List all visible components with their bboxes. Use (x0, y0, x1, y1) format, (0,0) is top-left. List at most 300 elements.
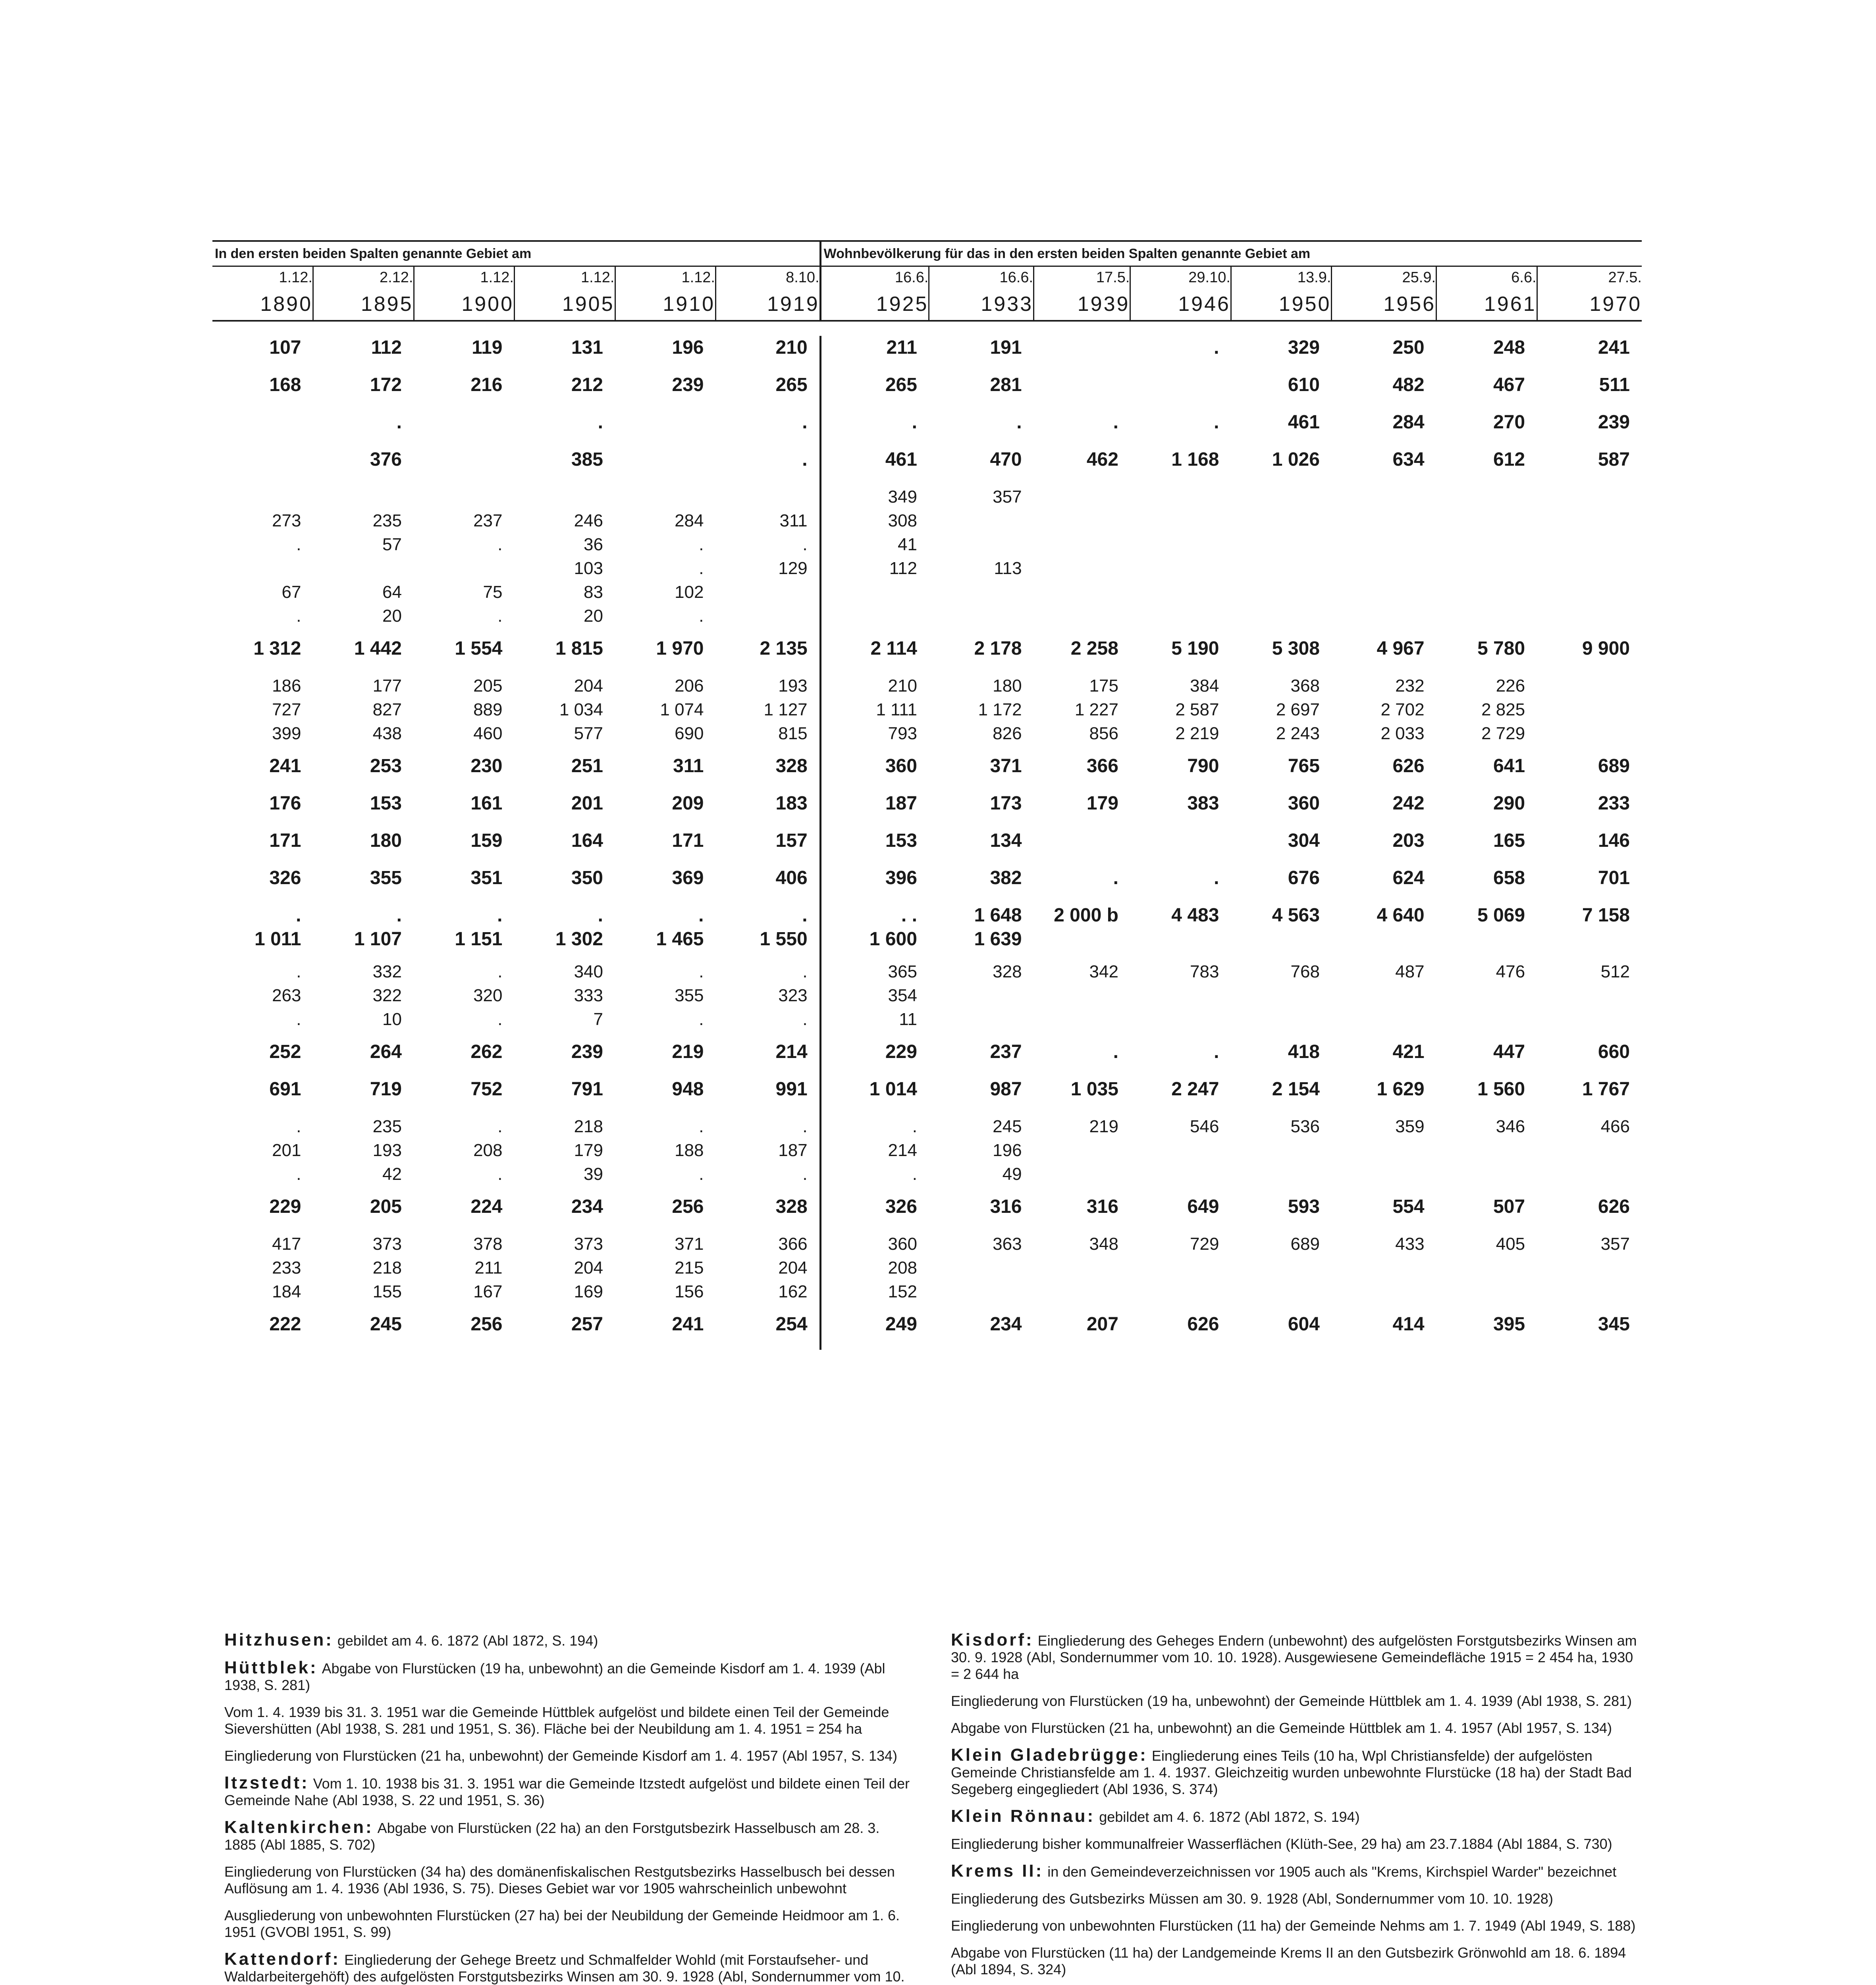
table-cell (1130, 448, 1231, 485)
table-cell (716, 1195, 821, 1232)
table-cell (515, 754, 615, 792)
table-row (212, 336, 1642, 373)
cell-value: 262 (470, 1041, 503, 1062)
header-year: 1900 (414, 288, 515, 321)
cell-value: 173 (990, 793, 1022, 814)
cell-value: . (1214, 412, 1219, 433)
table-cell (1537, 866, 1642, 904)
cell-value: . (1113, 1041, 1118, 1062)
cell-value: 254 (775, 1314, 808, 1335)
population-table-area (212, 240, 1642, 1350)
table-cell (615, 960, 716, 1040)
table-cell (1436, 674, 1537, 754)
cell-value: 245 (993, 1117, 1022, 1136)
cell-value (1231, 485, 1320, 509)
table-cell (515, 866, 615, 904)
population-table (212, 240, 1642, 1350)
cell-value: 462 (1086, 449, 1118, 470)
cell-value: 1 312 (253, 638, 301, 659)
cell-value: 235 (372, 511, 402, 530)
cell-value: 186 (272, 676, 301, 696)
cell-value (615, 410, 704, 434)
cell-value: 224 (470, 1196, 503, 1217)
table-cell (929, 1077, 1034, 1115)
header-year: 1950 (1231, 288, 1332, 321)
cell-value: 11 (899, 1010, 917, 1029)
cell-value: 75 (483, 582, 503, 602)
cell-value: 612 (1493, 449, 1525, 470)
cell-value: 232 (1395, 676, 1425, 696)
table-cell (615, 448, 716, 485)
cell-value: 384 (1190, 676, 1219, 696)
table-row (212, 637, 1642, 674)
cell-value: 311 (673, 755, 704, 777)
table-cell (212, 1040, 313, 1077)
cell-value: 856 (1089, 724, 1118, 743)
cell-value: 323 (778, 986, 808, 1005)
cell-value: 329 (1288, 337, 1320, 358)
cell-value: 176 (269, 793, 301, 814)
table-cell (414, 754, 515, 792)
table-cell (414, 829, 515, 866)
table-cell (414, 336, 515, 373)
cell-value: 470 (990, 449, 1022, 470)
cell-value: 129 (778, 559, 808, 578)
cell-value: 83 (584, 582, 603, 602)
table-cell (716, 448, 821, 485)
table-cell (929, 637, 1034, 674)
cell-value: 1 767 (1582, 1079, 1630, 1100)
cell-value: 218 (372, 1258, 402, 1278)
cell-value: 270 (1493, 412, 1525, 433)
cell-value: . (912, 1117, 917, 1136)
table-cell (414, 1040, 515, 1077)
cell-value: . (396, 905, 402, 926)
cell-value: 196 (993, 1141, 1022, 1160)
cell-value: 153 (370, 793, 402, 814)
cell-value: 210 (775, 337, 808, 358)
table-row (212, 1077, 1642, 1115)
footnote (951, 1720, 1642, 1736)
footnote-text: Eingliederung von unbewohnten Flurstücken (11 ha) der Gemeinde Nehms am 1. 7. 1949 (Abl 1949, S. 188) (951, 1918, 1636, 1934)
cell-value: 701 (1598, 867, 1630, 888)
cell-value: 172 (370, 374, 402, 395)
table-cell (1034, 1312, 1130, 1350)
table-row (212, 1195, 1642, 1232)
table-cell (615, 485, 716, 637)
cell-value: 1 550 (760, 929, 808, 950)
cell-value: 241 (1598, 337, 1630, 358)
table-cell (1332, 904, 1436, 960)
footnote (951, 1918, 1642, 1934)
table-cell (1231, 410, 1332, 448)
table-cell (929, 904, 1034, 960)
table-row (212, 829, 1642, 866)
table-cell (1231, 792, 1332, 829)
table-cell (515, 674, 615, 754)
table-cell (615, 1077, 716, 1115)
cell-value: 239 (672, 374, 704, 395)
cell-value (414, 485, 503, 509)
cell-value: 237 (473, 511, 503, 530)
cell-value (1034, 373, 1118, 397)
cell-value: 383 (1187, 793, 1219, 814)
table-cell (1537, 336, 1642, 373)
cell-value: 690 (675, 724, 704, 743)
cell-value: 768 (1290, 962, 1320, 981)
cell-value: 219 (672, 1041, 704, 1062)
cell-value: 328 (775, 755, 808, 777)
table-cell (1034, 960, 1130, 1040)
cell-value: 308 (888, 511, 917, 530)
cell-value (929, 604, 1022, 628)
cell-value: 218 (574, 1117, 603, 1136)
cell-value: 20 (382, 606, 402, 626)
cell-value: 333 (574, 986, 603, 1005)
cell-value: 112 (371, 337, 402, 358)
cell-value (1130, 373, 1219, 397)
table-cell (313, 960, 414, 1040)
cell-value: 783 (1190, 962, 1219, 981)
cell-value: 211 (474, 1258, 503, 1278)
table-cell (1231, 674, 1332, 754)
cell-value: 119 (472, 337, 503, 358)
cell-value: 467 (1493, 374, 1525, 395)
cell-value: 511 (1599, 374, 1630, 395)
cell-value: 257 (571, 1314, 603, 1335)
cell-value: . (802, 1010, 808, 1029)
cell-value: 360 (888, 1234, 917, 1254)
table-cell (414, 637, 515, 674)
header-date: 8.10. (716, 266, 821, 289)
footnote-text: Vom 1. 10. 1938 bis 31. 3. 1951 war die Gemeinde Itzstedt aufgelöst und bildete einen Teil der Gemeinde Nahe (Abl 1938, S. 22 und 1951, S. 36) (224, 1775, 910, 1808)
cell-value: 2 702 (1380, 700, 1425, 719)
footnote-heading: Kisdorf: (951, 1630, 1034, 1650)
cell-value: . (698, 905, 704, 926)
footnote (951, 1891, 1642, 1907)
table-cell (1130, 792, 1231, 829)
footnote-heading: Itzstedt: (224, 1773, 309, 1792)
cell-value: 382 (990, 867, 1022, 888)
cell-value: 348 (1089, 1234, 1118, 1254)
cell-value: 355 (370, 867, 402, 888)
footnote (224, 1632, 911, 1649)
cell-value: 265 (775, 374, 808, 395)
table-cell (716, 410, 821, 448)
cell-value: 326 (269, 867, 301, 888)
header-date: 17.5. (1034, 266, 1130, 289)
table-row (212, 1115, 1642, 1195)
table-cell (414, 485, 515, 637)
footnote (951, 1747, 1642, 1798)
cell-value: . (296, 1117, 301, 1136)
table-cell (716, 1077, 821, 1115)
cell-value: 366 (778, 1234, 808, 1254)
cell-value: 180 (993, 676, 1022, 696)
footnote (951, 1836, 1642, 1852)
cell-value: 242 (1392, 793, 1425, 814)
cell-value: 4 967 (1377, 638, 1425, 659)
cell-value: 729 (1190, 1234, 1219, 1254)
cell-value: 360 (885, 755, 917, 777)
table-cell (929, 485, 1034, 637)
cell-value (414, 448, 503, 472)
table-cell (929, 410, 1034, 448)
cell-value: 351 (470, 867, 503, 888)
cell-value: 146 (1598, 830, 1630, 851)
table-cell (615, 1115, 716, 1195)
table-cell (313, 1115, 414, 1195)
cell-value: 168 (269, 374, 301, 395)
cell-value: 2 135 (760, 638, 808, 659)
cell-value: 414 (1392, 1314, 1425, 1335)
cell-value: 5 308 (1272, 638, 1320, 659)
cell-value: 206 (675, 676, 704, 696)
header-year: 1933 (929, 288, 1034, 321)
cell-value: 5 190 (1171, 638, 1219, 659)
notes-left-column (224, 1632, 911, 1985)
table-cell (1436, 637, 1537, 674)
cell-value: . (497, 1164, 503, 1184)
table-cell (615, 754, 716, 792)
table-cell (1436, 1195, 1537, 1232)
table-cell (1332, 960, 1436, 1040)
cell-value: 7 158 (1582, 905, 1630, 926)
table-cell (515, 1232, 615, 1312)
footnote (224, 1907, 911, 1941)
cell-value (1537, 485, 1630, 509)
table-cell (1436, 1232, 1537, 1312)
cell-value: 487 (1395, 962, 1425, 981)
table-cell (820, 1115, 929, 1195)
table-cell (1332, 866, 1436, 904)
table-cell (820, 485, 929, 637)
footnote-heading: Kattendorf: (224, 1949, 341, 1969)
table-cell (212, 1195, 313, 1232)
cell-value (716, 604, 808, 628)
table-cell (1537, 1040, 1642, 1077)
table-cell (515, 336, 615, 373)
cell-value: 253 (370, 755, 402, 777)
cell-value: 438 (372, 724, 402, 743)
table-cell (313, 792, 414, 829)
cell-value: 57 (382, 535, 402, 554)
cell-value: 249 (885, 1314, 917, 1335)
table-cell (313, 754, 414, 792)
table-cell (716, 960, 821, 1040)
table-cell (929, 829, 1034, 866)
footnote-text: Eingliederung von Flurstücken (21 ha, unbewohnt) der Gemeinde Kisdorf am 1. 4. 1957 (Abl 1957, S. 134) (224, 1748, 898, 1764)
table-cell (820, 410, 929, 448)
table-cell (414, 1077, 515, 1115)
footnote-text: Eingliederung von Flurstücken (34 ha) des domänenfiskalischen Restgutsbezirks Hasselbusch bei dessen Auflösung am 1. 4. 1936 (Abl 1936, S. 75). Dieses Gebiet war vor 1905 wahrscheinlich unbewohnt (224, 1864, 895, 1896)
table-cell (615, 637, 716, 674)
table-cell (1537, 960, 1642, 1040)
table-cell (1231, 336, 1332, 373)
table-cell (414, 960, 515, 1040)
cell-value: 102 (675, 582, 704, 602)
table-cell (1332, 485, 1436, 637)
footnote (951, 1863, 1642, 1880)
table-cell (1130, 1040, 1231, 1077)
cell-value: 948 (672, 1079, 704, 1100)
cell-value: 171 (672, 830, 704, 851)
table-cell (820, 754, 929, 792)
table-cell (414, 1115, 515, 1195)
table-cell (716, 754, 821, 792)
cell-value: 790 (1187, 755, 1219, 777)
cell-value (1332, 485, 1425, 509)
cell-value: 689 (1598, 755, 1630, 777)
cell-value: . (912, 412, 917, 433)
cell-value: . (396, 412, 402, 433)
table-cell (1332, 637, 1436, 674)
table-cell (1537, 1232, 1642, 1312)
table-cell (1332, 1115, 1436, 1195)
table-cell (1231, 1115, 1332, 1195)
cell-value (414, 557, 503, 580)
table-cell (1537, 674, 1642, 754)
cell-value: 2 114 (870, 638, 917, 659)
cell-value: 2 258 (1070, 638, 1118, 659)
table-cell (515, 1077, 615, 1115)
table-cell (212, 960, 313, 1040)
cell-value: 153 (885, 830, 917, 851)
table-cell (1130, 336, 1231, 373)
table-cell (313, 866, 414, 904)
cell-value: 395 (1493, 1314, 1525, 1335)
table-cell (212, 904, 313, 960)
cell-value: 177 (372, 676, 402, 696)
cell-value: 365 (888, 962, 917, 981)
cell-value: 2 243 (1276, 724, 1320, 743)
table-cell (1231, 960, 1332, 1040)
table-cell (1436, 373, 1537, 410)
cell-value: 250 (1392, 337, 1425, 358)
header-date: 1.12. (414, 266, 515, 289)
cell-value (1436, 485, 1525, 509)
cell-value: . (802, 1164, 808, 1184)
table-cell (1034, 829, 1130, 866)
table-cell (212, 1232, 313, 1312)
cell-value: 1 227 (1074, 700, 1118, 719)
table-cell (212, 829, 313, 866)
cell-value: 1 168 (1171, 449, 1219, 470)
table-cell (929, 674, 1034, 754)
cell-value: 208 (888, 1258, 917, 1278)
table-cell (1537, 373, 1642, 410)
cell-value: 216 (470, 374, 503, 395)
table-cell (414, 1195, 515, 1232)
cell-value: 418 (1288, 1041, 1320, 1062)
cell-value: . (699, 1117, 704, 1136)
table-cell (820, 960, 929, 1040)
table-cell (1034, 754, 1130, 792)
table-cell (313, 829, 414, 866)
footnote-heading: Kaltenkirchen: (224, 1817, 374, 1837)
header-date: 2.12. (313, 266, 414, 289)
table-row (212, 1232, 1642, 1312)
cell-value: 234 (990, 1314, 1022, 1335)
cell-value: 4 563 (1272, 905, 1320, 926)
footnote-heading: Hitzhusen: (224, 1630, 334, 1650)
cell-value: 234 (571, 1196, 603, 1217)
cell-value: 461 (1288, 412, 1320, 433)
footnote-heading: Klein Gladebrügge: (951, 1745, 1148, 1765)
cell-value: 1 074 (660, 700, 704, 719)
cell-value: 2 825 (1481, 700, 1525, 719)
table-cell (1231, 829, 1332, 866)
table-body (212, 336, 1642, 1350)
table-cell (1034, 674, 1130, 754)
cell-value: . (802, 1117, 808, 1136)
cell-value: . (497, 535, 503, 554)
header-date: 1.12. (515, 266, 615, 289)
table-cell (1034, 336, 1130, 373)
table-cell (1034, 866, 1130, 904)
cell-value: 1 014 (869, 1079, 917, 1100)
cell-value: 164 (571, 830, 603, 851)
table-cell (414, 410, 515, 448)
table-cell (820, 1040, 929, 1077)
table-cell (515, 829, 615, 866)
cell-value: . (497, 905, 503, 926)
table-cell (929, 1312, 1034, 1350)
left-caption: In den ersten beiden Spalten genannte Gebiet am (212, 241, 820, 266)
cell-value: 205 (473, 676, 503, 696)
table-cell (929, 336, 1034, 373)
table-cell (716, 637, 821, 674)
header-date: 1.12. (279, 269, 312, 286)
cell-value: 211 (886, 337, 917, 358)
table-cell (820, 792, 929, 829)
cell-value: 311 (779, 511, 808, 530)
table-cell (1436, 448, 1537, 485)
cell-value: . (296, 962, 301, 981)
cell-value: 207 (1086, 1314, 1118, 1335)
cell-value: 204 (574, 676, 603, 696)
cell-value: 256 (470, 1314, 503, 1335)
table-cell (1130, 829, 1231, 866)
table-cell (716, 1040, 821, 1077)
table-cell (1537, 829, 1642, 866)
table-cell (1436, 866, 1537, 904)
table-cell (716, 1312, 821, 1350)
cell-value: 204 (778, 1258, 808, 1278)
table-cell (515, 485, 615, 637)
cell-value: 2 000 b (1054, 905, 1118, 926)
cell-value: 180 (370, 830, 402, 851)
table-row (212, 754, 1642, 792)
cell-value: . (1214, 1041, 1219, 1062)
table-cell (615, 1195, 716, 1232)
table-cell (1537, 448, 1642, 485)
footnote-text: Abgabe von Flurstücken (19 ha, unbewohnt) an die Gemeinde Kisdorf am 1. 4. 1939 (Abl 1938, S. 281) (224, 1660, 885, 1693)
table-row (212, 485, 1642, 637)
cell-value: 378 (473, 1234, 503, 1254)
cell-value: 554 (1392, 1196, 1425, 1217)
table-cell (212, 866, 313, 904)
cell-value: 610 (1288, 374, 1320, 395)
table-cell (515, 637, 615, 674)
cell-value: 284 (1392, 412, 1425, 433)
table-row (212, 960, 1642, 1040)
cell-value: 214 (888, 1141, 917, 1160)
cell-value: 791 (571, 1079, 603, 1100)
header-date: 27.5. (1537, 266, 1642, 289)
table-cell (929, 1195, 1034, 1232)
table-cell (212, 448, 313, 485)
